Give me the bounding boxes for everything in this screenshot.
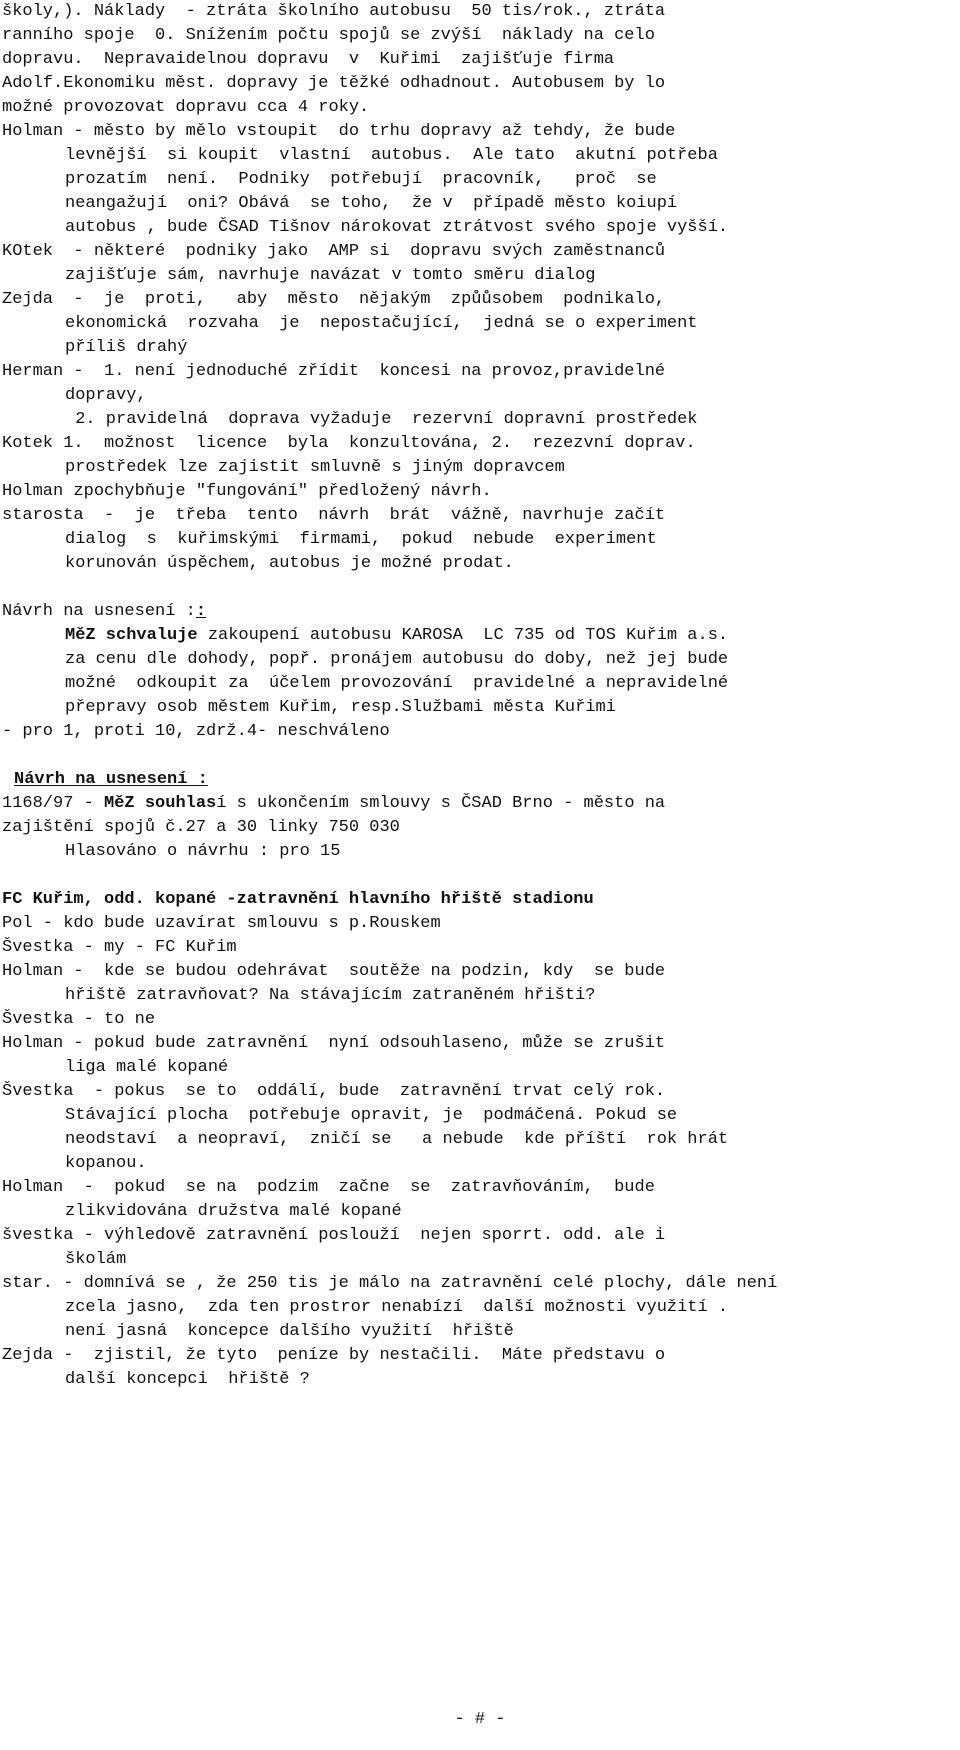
text-line: školám	[65, 1250, 127, 1269]
resolution-heading	[2, 600, 206, 624]
text-line: Švestka - to ne	[2, 1010, 156, 1029]
text-line: švestka - výhledově zatravnění poslouží nejen sporrt. odd. ale i	[2, 1226, 666, 1245]
text-line: Kotek 1. možnost licence byla konzultována, 2. rezezvní doprav.	[2, 434, 696, 453]
text-line: Holman zpochybňuje "fungování" předložený návrh.	[2, 482, 492, 501]
text-line: prostředek lze zajistit smluvně s jiným dopravcem	[65, 458, 565, 477]
text-line: Zejda - zjistil, že tyto peníze by nestačili. Máte představu o	[2, 1346, 666, 1365]
text-line: kopanou.	[65, 1154, 147, 1173]
text-line: zcela jasno, zda ten prostror nenabízí další možnosti využití .	[65, 1298, 729, 1317]
text-line: možné provozovat dopravu cca 4 roky.	[2, 98, 370, 117]
text-line: Holman - pokud bude zatravnění nyní odsouhlaseno, může se zrušit	[2, 1034, 666, 1053]
text-line: zajištění spojů č.27 a 30 linky 750 030	[2, 818, 400, 837]
text-line: star. - domnívá se , že 250 tis je málo na zatravnění celé plochy, dále není	[2, 1274, 778, 1293]
text-line: dopravu. Nepravaidelnou dopravu v Kuřimi zajišťuje firma	[2, 50, 615, 69]
text-line: Adolf.Ekonomiku měst. dopravy je těžké odhadnout. Autobusem by lo	[2, 74, 666, 93]
text-line	[65, 624, 728, 648]
text-line: liga malé kopané	[65, 1058, 229, 1077]
text-run: zakoupení autobusu KAROSA LC 735 od TOS Kuřim a.s.	[197, 626, 729, 645]
text-line: Stávající plocha potřebuje opravit, je podmáčená. Pokud se	[65, 1106, 678, 1125]
text-line: dialog s kuřimskými firmami, pokud nebude experiment	[65, 530, 657, 549]
text-line: příliš drahý	[65, 338, 188, 357]
text-line: neangažují oni? Obává se toho, že v případě město koiupí	[65, 194, 678, 213]
text-line: korunován úspěchem, autobus je možné prodat.	[65, 554, 514, 573]
vote-result: Hlasováno o návrhu : pro 15	[65, 842, 341, 861]
text-line: dopravy,	[65, 386, 147, 405]
text-line: Holman - město by mělo vstoupit do trhu dopravy až tehdy, že bude	[2, 122, 676, 141]
text-line: ranního spoje 0. Snížením počtu spojů se zvýší náklady na celo	[2, 26, 655, 45]
text-line: prozatím není. Podniky potřebují pracovník, proč se	[65, 170, 657, 189]
text-line: zajišťuje sám, navrhuje navázat v tomto směru dialog	[65, 266, 596, 285]
text-line: Herman - 1. není jednoduché zřídit koncesi na provoz,pravidelné	[2, 362, 666, 381]
text-line: starosta - je třeba tento návrh brát vážně, navrhuje začít	[2, 506, 666, 525]
resolution-heading-text: Návrh na usnesení :	[2, 602, 196, 621]
text-line: Holman - pokud se na podzim začne se zatravňováním, bude	[2, 1178, 655, 1197]
text-line: další koncepci hřiště ?	[65, 1370, 310, 1389]
bold-text: MěZ souhlas	[104, 794, 217, 813]
text-line: možné odkoupit za účelem provozování pravidelné a nepravidelné	[65, 674, 729, 693]
resolution-number: 1168/97 -	[2, 794, 105, 813]
text-line: Pol - kdo bude uzavírat smlouvu s p.Rouskem	[2, 914, 441, 933]
text-line: Švestka - my - FC Kuřim	[2, 938, 237, 957]
text-line: 2. pravidelná doprava vyžaduje rezervní dopravní prostředek	[65, 410, 698, 429]
vote-result: - pro 1, proti 10, zdrž.4- neschváleno	[2, 722, 390, 741]
resolution-heading-colon: :	[195, 602, 207, 621]
text-line: neodstaví a neopraví, zničí se a nebude kde příští rok hrát	[65, 1130, 729, 1149]
page-footer: - # -	[454, 1710, 506, 1729]
text-line	[2, 792, 665, 816]
text-line: za cenu dle dohody, popř. pronájem autobusu do doby, než jej bude	[65, 650, 729, 669]
text-line: Zejda - je proti, aby město nějakým způůsobem podnikalo,	[2, 290, 666, 309]
bold-text: MěZ schvaluje	[65, 626, 198, 645]
text-line: KOtek - některé podniky jako AMP si dopravu svých zaměstnanců	[2, 242, 666, 261]
text-line: není jasná koncepce dalšího využití hřiště	[65, 1322, 514, 1341]
resolution-heading: Návrh na usnesení :	[14, 770, 208, 789]
text-line: autobus , bude ČSAD Tišnov nárokovat ztrátvost svého spoje vyšší.	[65, 218, 729, 237]
text-line: školy,). Náklady - ztráta školního autobusu 50 tis/rok., ztráta	[2, 2, 666, 21]
text-line: levnější si koupit vlastní autobus. Ale tato akutní potřeba	[65, 146, 718, 165]
text-line: zlikvidována družstva malé kopané	[65, 1202, 402, 1221]
text-run: í s ukončením smlouvy s ČSAD Brno - město na	[216, 794, 666, 813]
text-line: Holman - kde se budou odehrávat soutěže na podzin, kdy se bude	[2, 962, 666, 981]
text-line: ekonomická rozvaha je nepostačující, jedná se o experiment	[65, 314, 698, 333]
text-line: Švestka - pokus se to oddálí, bude zatravnění trvat celý rok.	[2, 1082, 666, 1101]
section-heading: FC Kuřim, odd. kopané -zatravnění hlavního hřiště stadionu	[2, 890, 594, 909]
text-line: přepravy osob městem Kuřim, resp.Službami města Kuřimi	[65, 698, 616, 717]
text-line: hřiště zatravňovat? Na stávajícím zatraněném hřišti?	[65, 986, 596, 1005]
